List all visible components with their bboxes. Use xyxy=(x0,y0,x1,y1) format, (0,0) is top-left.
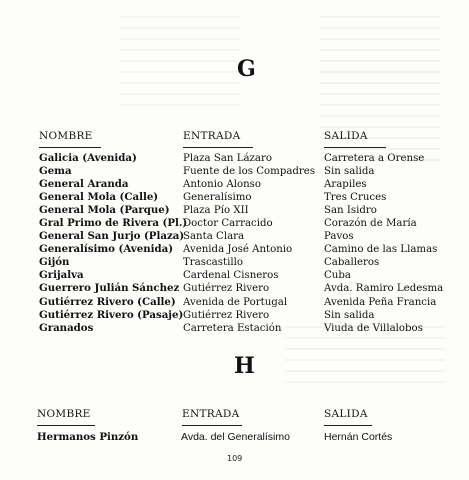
table-cell-entrada: Fuente de los Compadres xyxy=(183,166,316,178)
header-nombre-g: NOMBRE xyxy=(39,130,93,142)
table-cell-nombre: Gijón xyxy=(39,256,70,269)
section-letter-g: G xyxy=(237,56,256,82)
table-cell-salida: Viuda de Villalobos xyxy=(324,322,423,334)
header-salida-h: SALIDA xyxy=(324,408,368,420)
header-entrada-g: ENTRADA xyxy=(183,130,241,142)
table-cell-nombre: General Mola (Calle) xyxy=(39,191,159,204)
table-cell-nombre: Grijalva xyxy=(39,269,84,282)
table-cell-salida: Tres Cruces xyxy=(324,192,387,204)
page-number: 109 xyxy=(227,454,243,463)
rule-nombre-h xyxy=(37,425,95,426)
table-cell-nombre: Gutiérrez Rivero (Calle) xyxy=(39,295,176,308)
table-cell-nombre: Granados xyxy=(39,321,94,334)
section-letter-h: H xyxy=(234,353,255,379)
table-cell-nombre: Hermanos Pinzón xyxy=(37,431,139,443)
rule-nombre-g xyxy=(39,147,101,148)
table-cell-salida: Avda. Ramiro Ledesma xyxy=(324,283,444,295)
table-cell-entrada: Carretera Estación xyxy=(183,322,282,334)
column-nombre-h xyxy=(37,431,138,444)
table-cell-nombre: General Mola (Parque) xyxy=(39,204,170,217)
table-cell-salida: Pavos xyxy=(324,231,354,243)
table-cell-entrada: Generalísimo xyxy=(183,192,252,204)
table-cell-salida: Carretera a Orense xyxy=(324,153,425,164)
table-cell-nombre: Gutiérrez Rivero (Pasaje) xyxy=(39,308,184,321)
table-cell-entrada: Antonio Alonso xyxy=(183,179,262,191)
table-cell-entrada: Plaza San Lázaro xyxy=(183,153,273,164)
table-cell-entrada: Cardenal Cisneros xyxy=(183,270,279,282)
table-cell-entrada: Avenida José Antonio xyxy=(183,244,293,256)
table-cell-entrada: Avenida de Portugal xyxy=(183,296,288,308)
table-cell-salida: San Isidro xyxy=(324,205,377,217)
table-cell-salida: Camino de las Llamas xyxy=(324,244,438,256)
table-cell-nombre: General San Jurjo (Plaza) xyxy=(39,230,185,243)
table-cell-entrada: Avda. del Generalísimo xyxy=(181,431,290,443)
header-entrada-h: ENTRADA xyxy=(182,408,240,420)
header-salida-g: SALIDA xyxy=(324,130,368,142)
rule-salida-h xyxy=(324,425,372,426)
table-cell-nombre: Galicia (Avenida) xyxy=(39,152,137,164)
table-cell-entrada: Plaza Pío XII xyxy=(183,205,249,217)
table-cell-entrada: Santa Clara xyxy=(183,231,245,243)
rule-entrada-g xyxy=(183,147,253,148)
table-cell-salida: Hernán Cortés xyxy=(324,431,393,443)
table-cell-nombre: Generalísimo (Avenida) xyxy=(39,243,174,256)
table-cell-entrada: Doctor Carracido xyxy=(183,218,273,230)
column-nombre-g xyxy=(39,152,187,335)
table-cell-salida: Cuba xyxy=(324,270,351,282)
table-cell-salida: Sin salida xyxy=(324,309,375,321)
table-cell-entrada: Gutiérrez Rivero xyxy=(183,309,270,321)
column-entrada-g xyxy=(183,152,315,335)
table-cell-nombre: Gema xyxy=(39,165,72,178)
table-cell-nombre: Guerrero Julián Sánchez xyxy=(39,282,180,295)
table-cell-entrada: Gutiérrez Rivero xyxy=(183,283,270,295)
table-cell-entrada: Trascastillo xyxy=(183,257,243,269)
table-cell-salida: Arapiles xyxy=(324,179,367,191)
rule-entrada-h xyxy=(182,425,242,426)
bleed-through-left xyxy=(120,10,240,110)
table-cell-salida: Sin salida xyxy=(324,166,375,178)
bleed-through-right xyxy=(320,10,440,170)
column-entrada-h xyxy=(181,431,290,444)
column-salida-h xyxy=(324,431,392,444)
table-cell-salida: Caballeros xyxy=(324,257,380,269)
table-cell-nombre: General Aranda xyxy=(39,178,129,191)
table-cell-nombre: Gral Primo de Rivera (Pl.) xyxy=(39,217,188,230)
header-nombre-h: NOMBRE xyxy=(37,408,91,420)
rule-salida-g xyxy=(324,147,386,148)
table-cell-salida: Corazón de María xyxy=(324,218,417,230)
column-salida-g xyxy=(324,152,443,335)
table-cell-salida: Avenida Peña Francia xyxy=(324,296,437,308)
